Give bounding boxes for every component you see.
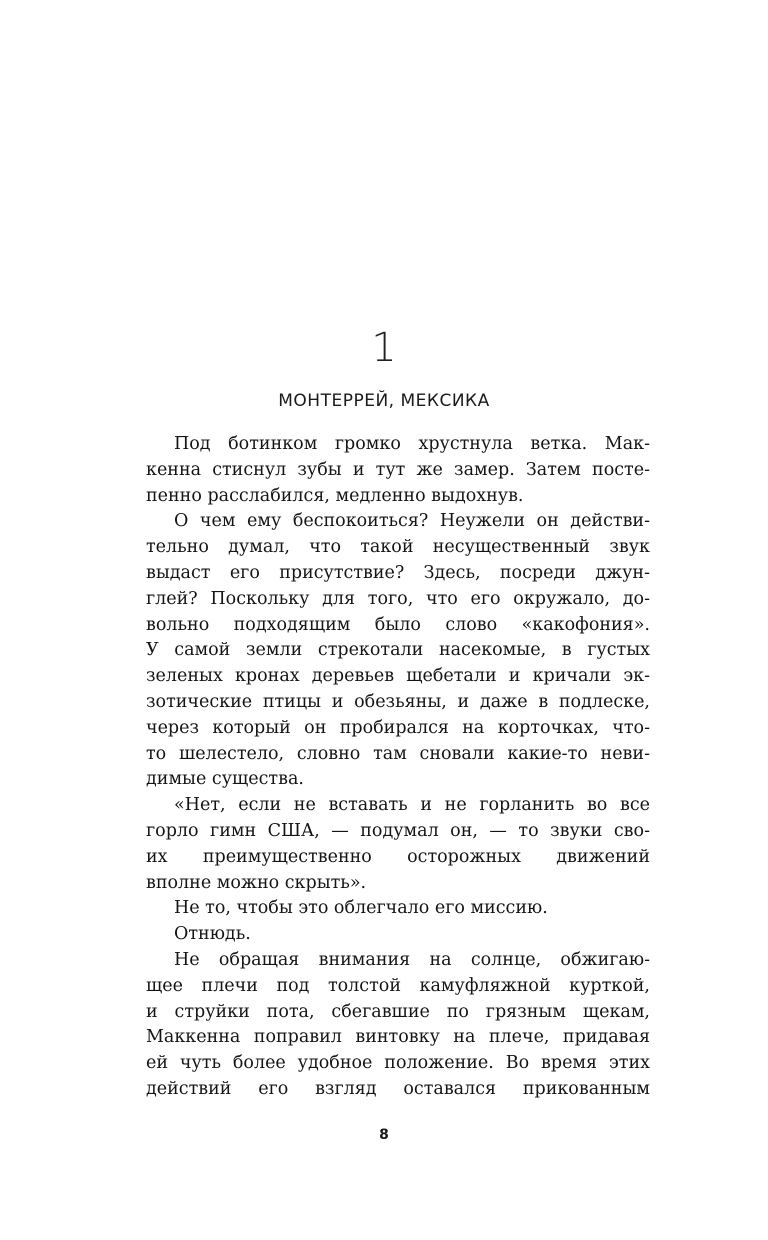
- text-line: действий его взгляд оставался прикованным: [146, 1078, 650, 1099]
- text-line: У самой земли стрекотали насекомые, в густых: [146, 640, 650, 661]
- text-line: щее плечи под толстой камуфляжной курткой,: [146, 975, 650, 996]
- text-line: «Нет, если не вставать и не горланить во все: [174, 795, 650, 816]
- chapter-location: МОНТЕРРЕЙ, МЕКСИКА: [278, 391, 490, 411]
- text-line: кенна стиснул зубы и тут же замер. Затем посте-: [146, 459, 650, 480]
- text-line: димые существа.: [146, 769, 304, 790]
- text-line: вольно подходящим было слово «какофония».: [146, 614, 650, 635]
- text-line: ей чуть более удобное положение. Во время этих: [146, 1053, 650, 1074]
- text-line: выдаст его присутствие? Здесь, посреди джун-: [146, 562, 650, 583]
- text-line: вполне можно скрыть».: [146, 872, 367, 893]
- text-line: глей? Поскольку для того, что его окружало, до-: [146, 588, 650, 609]
- text-line: Не обращая внимания на солнце, обжигаю-: [174, 949, 650, 970]
- text-line: Не то, чтобы это облегчало его миссию.: [174, 898, 548, 919]
- text-line: Под ботинком громко хрустнула ветка. Мак-: [174, 434, 650, 454]
- text-line: то шелестело, словно там сновали какие-то неви-: [146, 743, 650, 764]
- text-line: через который он пробирался на корточках, что-: [146, 717, 650, 738]
- text-line: тельно думал, что такой несущественный звук: [146, 537, 650, 558]
- text-line: Маккенна поправил винтовку на плече, придавая: [146, 1027, 650, 1048]
- text-line: их преимущественно осторожных движений: [146, 846, 650, 867]
- text-line: горло гимн США, — подумал он, — то звуки сво-: [146, 820, 650, 841]
- text-line: О чем ему беспокоиться? Неужели он действи-: [174, 511, 650, 532]
- text-line: зотические птицы и обезьяны, и даже в подлеске,: [146, 691, 650, 712]
- text-line: зеленых кронах деревьев щебетали и кричали эк-: [146, 666, 650, 687]
- page-number: 8: [379, 1127, 389, 1143]
- text-line: и струйки пота, сбегавшие по грязным щекам,: [146, 1001, 650, 1022]
- body-text: [146, 432, 650, 1103]
- chapter-number: 1: [371, 325, 397, 371]
- text-line: пенно расслабился, медленно выдохнув.: [146, 485, 524, 506]
- text-line: Отнюдь.: [174, 924, 251, 945]
